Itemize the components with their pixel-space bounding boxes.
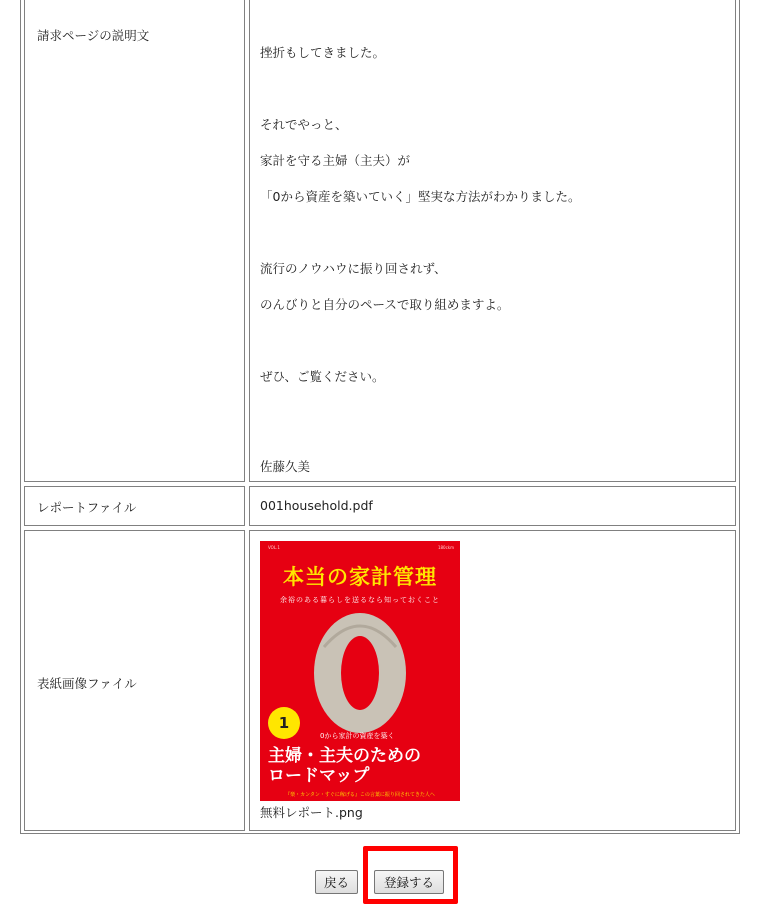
report-file-label: レポートファイル xyxy=(37,500,137,515)
description-line: 挫折もしてきました。 xyxy=(260,45,386,60)
cover-image-filename: 無料レポート.png xyxy=(260,805,363,820)
value-cell-cover-image xyxy=(249,530,736,831)
description-line: 流行のノウハウに振り回されず、 xyxy=(260,261,447,276)
label-cell-description xyxy=(24,0,245,482)
description-line: 「0から資産を築いていく」堅実な方法がわかりました。 xyxy=(260,189,581,204)
description-line: それでやっと、 xyxy=(260,117,348,132)
label-cell-cover-image xyxy=(24,530,245,831)
zero-graphic xyxy=(304,607,416,737)
description-line: ぜひ、ご覧ください。 xyxy=(260,369,385,384)
cover-image-label: 表紙画像ファイル xyxy=(37,676,137,691)
description-signature: 佐藤久美 xyxy=(260,459,311,474)
description-line: のんびりと自分のペースで取り組めますよ。 xyxy=(260,297,510,312)
cover-image: VOL.1 180ckm 本当の家計管理 余裕のある暮らしを送るなら知っておくこと 1 0から家計の資産を築く 主婦・主夫のための ロードマップ 『楽・カンタン・すぐに稼げる』この言葉に振り回されてきた人へ xyxy=(260,541,460,801)
cover-subtitle: 余裕のある暮らしを送るなら知っておくこと xyxy=(280,596,440,604)
form-table xyxy=(20,0,740,834)
value-cell-description xyxy=(249,0,736,482)
cover-title: 本当の家計管理 xyxy=(283,565,437,589)
description-label: 請求ページの説明文 xyxy=(37,28,150,43)
cover-footer: 『楽・カンタン・すぐに稼げる』この言葉に振り回されてきた人へ xyxy=(285,792,435,798)
cover-main-line2: ロードマップ xyxy=(268,766,370,786)
value-cell-report-file xyxy=(249,486,736,526)
cover-main-line1: 主婦・主夫のための xyxy=(268,746,421,766)
register-button[interactable]: 登録する xyxy=(374,870,444,894)
cover-tagline: 0から家計の資産を築く xyxy=(320,732,395,740)
register-button-highlight xyxy=(363,846,458,904)
description-line: 家計を守る主婦（主夫）が xyxy=(260,153,411,168)
label-cell-report-file xyxy=(24,486,245,526)
back-button[interactable]: 戻る xyxy=(315,870,358,894)
cover-badge: 1 xyxy=(268,707,300,739)
report-file-name: 001household.pdf xyxy=(260,498,373,513)
